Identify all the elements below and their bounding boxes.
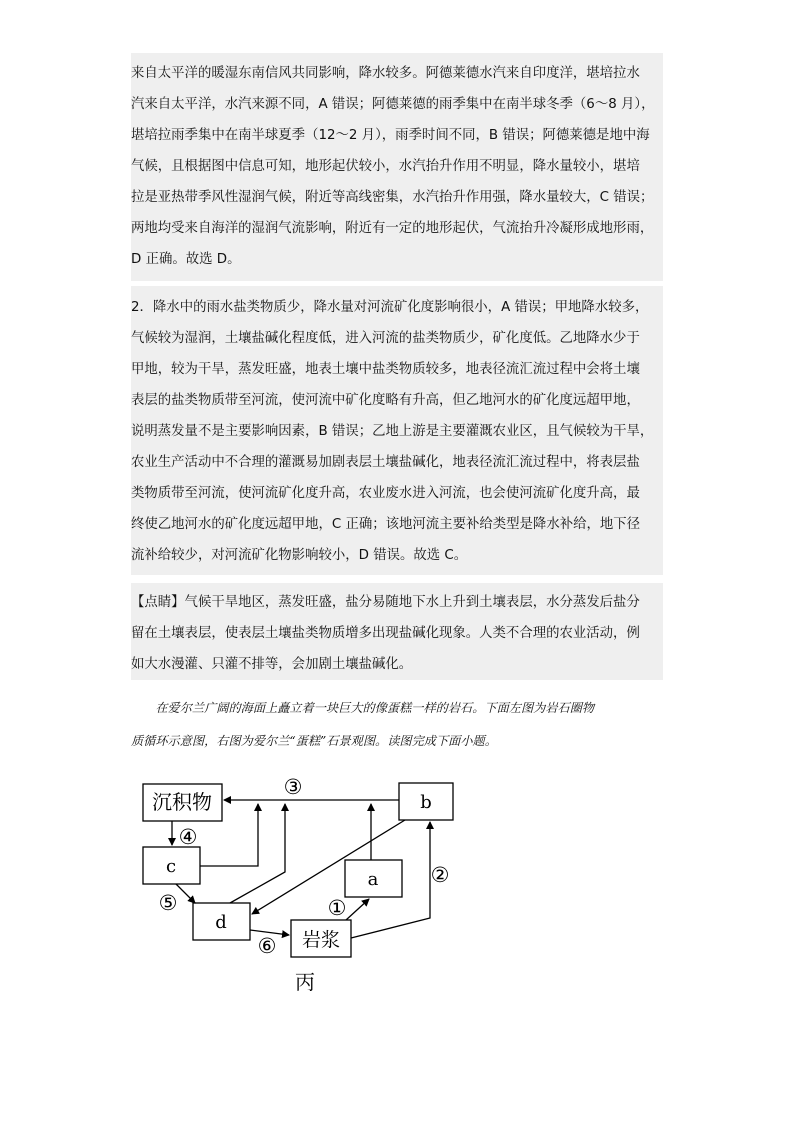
marker-1: ① [327, 896, 347, 920]
c-label: c [165, 856, 177, 877]
answer2-line: 甲地，较为干旱，蒸发旺盛，地表土壤中盐类物质较多，地表径流汇流过程中会将土壤 [131, 362, 640, 377]
arrow-c-to-d [176, 884, 195, 903]
d-label: d [215, 912, 227, 933]
answer2-line: 说明蒸发量不是主要影响因素，B 错误；乙地上游是主要灌溉农业区，且气候较为干旱， [131, 424, 654, 439]
intro-line: 质循环示意图，右图为爱尔兰“蛋糕”石景观图。读图完成下面小题。 [131, 734, 497, 748]
intro-line: 在爱尔兰广阔的海面上矗立着一块巨大的像蛋糕一样的岩石。下面左图为岩石圈物 [131, 701, 595, 715]
answer2-line: 类物质带至河流，使河流矿化度升高，农业废水进入河流，也会使河流矿化度升高，最 [131, 486, 640, 501]
answer2-line: 终使乙地河水的矿化度远超甲地，C 正确；该地河流主要补给类型是降水补给，地下径 [131, 517, 641, 532]
answer1-line: 来自太平洋的暖湿东南信风共同影响，降水较多。阿德莱德水汽来自印度洋，堪培拉水 [131, 66, 640, 81]
answer1-line: 拉是亚热带季风性湿润气候，附近等高线密集，水汽抬升作用强，降水量较大，C 错误； [131, 190, 654, 205]
marker-2: ② [430, 863, 450, 887]
comment-line: 留在土壤表层，使表层土壤盐类物质增多出现盐碱化现象。人类不合理的农业活动，例 [131, 626, 640, 641]
answer1-line: 汽来自太平洋，水汽来源不同，A 错误；阿德莱德的雨季集中在南半球冬季（6～8 月）， [131, 97, 655, 112]
answer2-line: 流补给较少，对河流矿化物影响较小，D 错误。故选 C。 [131, 548, 468, 563]
marker-4: ④ [178, 825, 198, 849]
sediment-label: 沉积物 [152, 790, 212, 814]
answer2-line: 农业生产活动中不合理的灌溉易加剧表层土壤盐碱化，地表径流汇流过程中，将表层盐 [131, 455, 640, 470]
answer2-line: 气候较为湿润，土壤盐碱化程度低，进入河流的盐类物质少，矿化度低。乙地降水少于 [131, 331, 640, 346]
answer1-line: 气候，且根据图中信息可知，地形起伏较小，水汽抬升作用不明显，降水量较小，堪培 [131, 159, 640, 174]
comment-line: 【点睛】气候干旱地区，蒸发旺盛，盐分易随地下水上升到土壤表层，水分蒸发后盐分 [131, 595, 640, 610]
comment-line: 如大水漫灌、只灌不排等，会加剧土壤盐碱化。 [131, 657, 413, 672]
marker-5: ⑤ [158, 891, 178, 915]
answer2-line: 2．降水中的雨水盐类物质少，降水量对河流矿化度影响很小，A 错误；甲地降水较多， [131, 300, 649, 315]
answer2-line: 表层的盐类物质带至河流，使河流中矿化度略有升高，但乙地河水的矿化度远超甲地， [131, 393, 640, 408]
marker-6: ⑥ [257, 934, 277, 958]
a-label: a [367, 869, 379, 890]
arrow-magma-to-a [346, 899, 369, 920]
marker-3: ③ [283, 775, 303, 799]
magma-label: 岩浆 [301, 929, 341, 951]
b-label: b [420, 792, 432, 813]
answer1-line: 堪培拉雨季集中在南半球夏季（12～2 月），雨季时间不同，B 错误；阿德莱德是地中海 [131, 128, 650, 143]
answer1-line: 两地均受来自海洋的湿润气流影响，附近有一定的地形起伏，气流抬升冷凝形成地形雨， [131, 221, 654, 236]
diagram-caption: 丙 [295, 970, 315, 994]
answer1-line: D 正确。故选 D。 [131, 252, 241, 267]
